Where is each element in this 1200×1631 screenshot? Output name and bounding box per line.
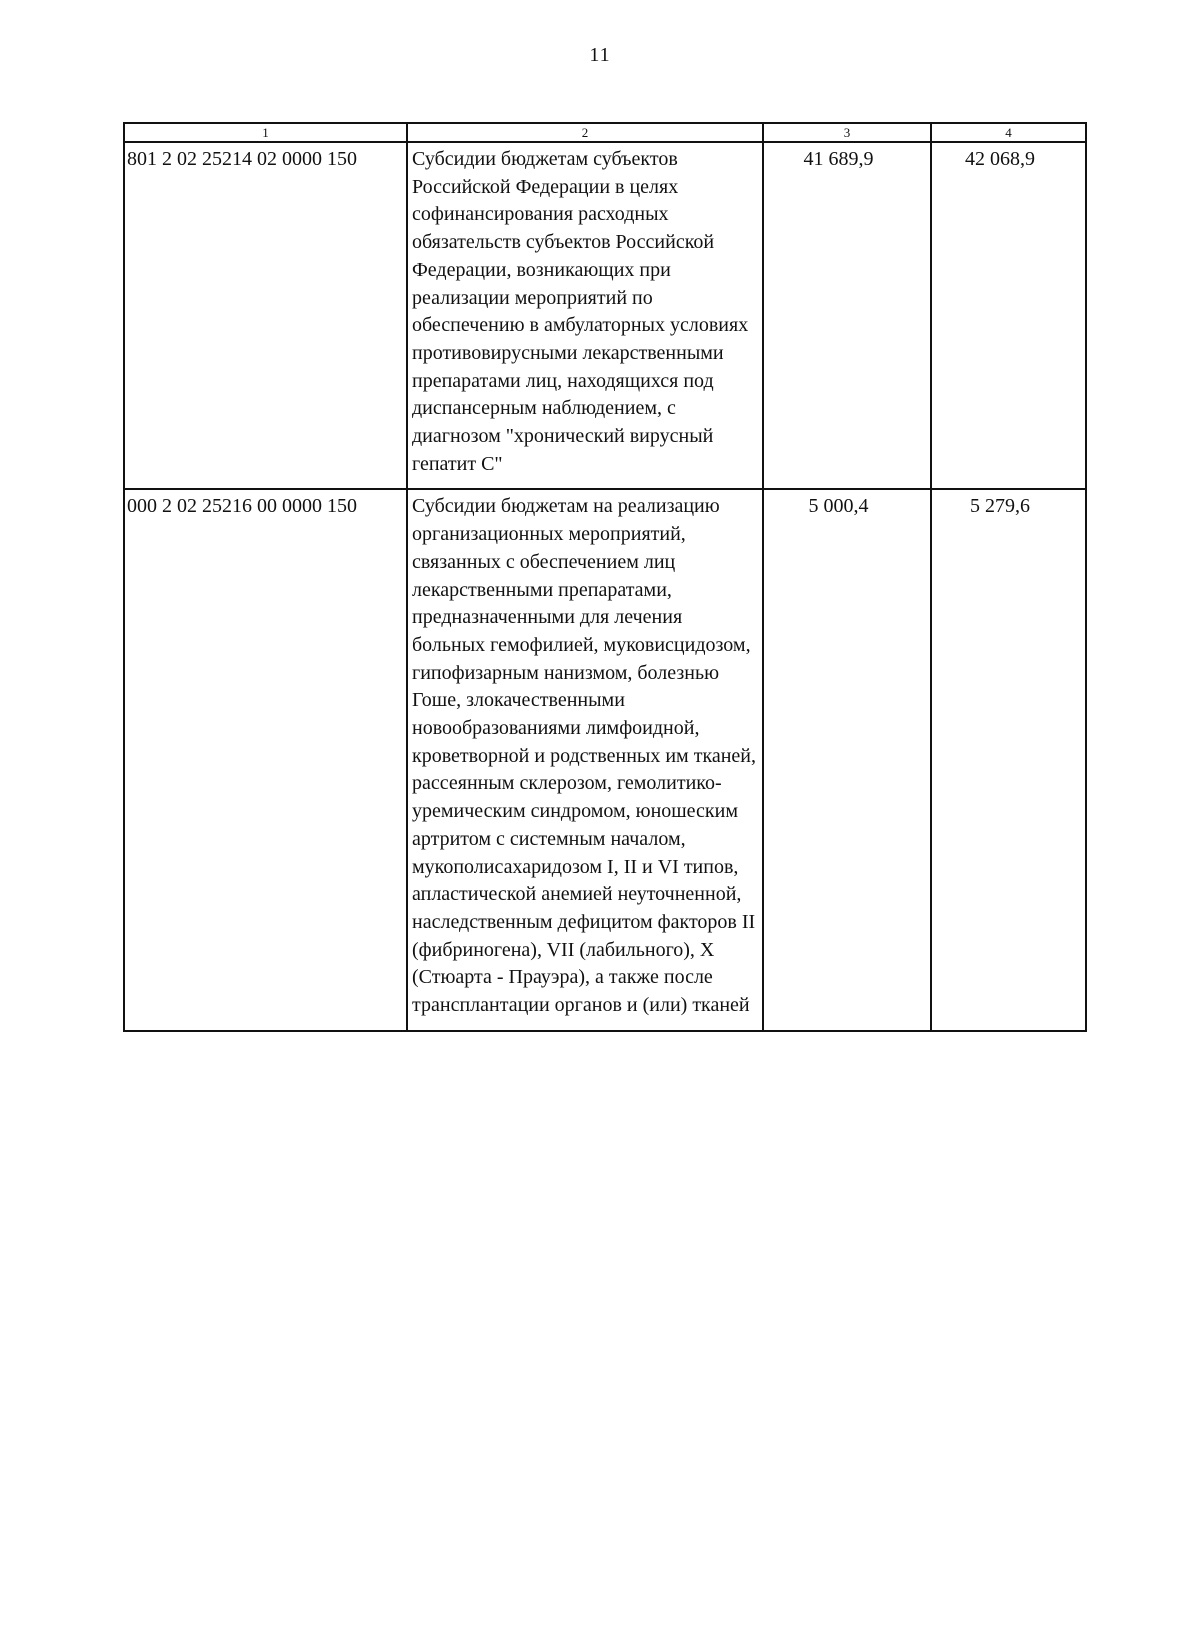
value-cell-col4: 42 068,9 <box>931 142 1086 489</box>
column-header-4: 4 <box>931 123 1086 142</box>
column-header-2: 2 <box>407 123 763 142</box>
table-row <box>124 489 1086 1030</box>
budget-code-cell: 801 2 02 25214 02 0000 150 <box>124 142 407 489</box>
value-cell-col3: 41 689,9 <box>763 142 931 489</box>
column-header-1: 1 <box>124 123 407 142</box>
description-cell: Субсидии бюджетам субъектов Российской Федерации в целях софинансирования расходных обязательств субъектов Российской Федерации, возникающих при реализации мероприятий по обеспечению в амбулаторных условиях противовирусными лекарственными препаратами лиц, находящихся под диспансерным наблюдением, с диагнозом "хронический вирусный гепатит С" <box>407 142 763 489</box>
budget-code-cell: 000 2 02 25216 00 0000 150 <box>124 489 407 1030</box>
value-cell-col4: 5 279,6 <box>931 489 1086 1030</box>
value-cell-col3: 5 000,4 <box>763 489 931 1030</box>
page-number: 11 <box>589 44 611 66</box>
description-cell: Субсидии бюджетам на реализацию организационных мероприятий, связанных с обеспечением лиц лекарственными препаратами, предназначенными для лечения больных гемофилией, муковисцидозом, гипофизарным нанизмом, болезнью Гоше, злокачественными новообразованиями лимфоидной, кроветворной и родственных им тканей, рассеянным склерозом, гемолитико-уремическим синдромом, юношеским артритом с системным началом, мукополисахаридозом I, II и VI типов, апластической анемией неуточненной, наследственным дефицитом факторов II (фибриногена), VII (лабильного), X (Стюарта - Прауэра), а также после трансплантации органов и (или) тканей <box>407 489 763 1030</box>
budget-table <box>123 122 1087 1032</box>
table-header-row <box>124 123 1086 142</box>
column-header-3: 3 <box>763 123 931 142</box>
table-row <box>124 142 1086 489</box>
